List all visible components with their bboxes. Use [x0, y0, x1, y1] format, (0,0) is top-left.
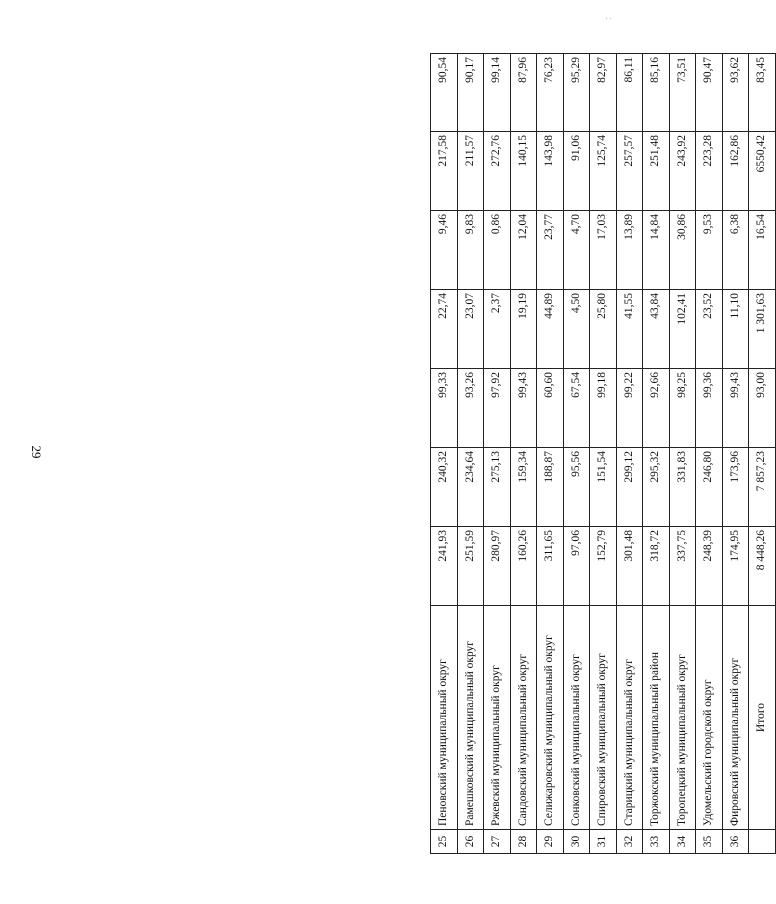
value-cell: 60,60 [537, 369, 564, 448]
total-value-cell: 1 301,63 [749, 290, 776, 369]
table-row [484, 54, 511, 854]
value-cell: 243,92 [669, 132, 696, 211]
value-cell: 234,64 [457, 448, 484, 527]
value-cell: 67,54 [563, 369, 590, 448]
value-cell: 95,29 [563, 54, 590, 132]
value-cell: 99,14 [484, 54, 511, 132]
value-cell: 13,89 [616, 211, 643, 290]
value-cell: 257,57 [616, 132, 643, 211]
row-number-cell: 28 [510, 830, 537, 854]
value-cell: 275,13 [484, 448, 511, 527]
value-cell: 211,57 [457, 132, 484, 211]
row-number-cell: 25 [431, 830, 458, 854]
value-cell: 23,77 [537, 211, 564, 290]
value-cell: 102,41 [669, 290, 696, 369]
total-value-cell: 83,45 [749, 54, 776, 132]
row-number-cell: 30 [563, 830, 590, 854]
table-row [563, 54, 590, 854]
value-cell: 162,86 [722, 132, 749, 211]
table-row [616, 54, 643, 854]
total-value-cell: 16,54 [749, 211, 776, 290]
municipality-name-cell: Сонковский муниципальный округ [563, 606, 590, 830]
value-cell: 82,97 [590, 54, 617, 132]
value-cell: 217,58 [431, 132, 458, 211]
table-row [722, 54, 749, 854]
data-table [430, 53, 776, 854]
row-number-cell: 34 [669, 830, 696, 854]
table-row [431, 54, 458, 854]
municipality-name-cell: Пеновский муниципальный округ [431, 606, 458, 830]
total-value-cell: 93,00 [749, 369, 776, 448]
value-cell: 4,70 [563, 211, 590, 290]
value-cell: 223,28 [696, 132, 723, 211]
row-number-cell: 33 [643, 830, 670, 854]
municipality-name-cell: Сандовский муниципальный округ [510, 606, 537, 830]
value-cell: 295,32 [643, 448, 670, 527]
municipality-name-cell: Старицкий муниципальный округ [616, 606, 643, 830]
value-cell: 151,54 [590, 448, 617, 527]
row-number-cell: 29 [537, 830, 564, 854]
value-cell: 97,92 [484, 369, 511, 448]
rotated-table-container [430, 54, 776, 854]
row-number-cell: 31 [590, 830, 617, 854]
value-cell: 93,26 [457, 369, 484, 448]
value-cell: 251,48 [643, 132, 670, 211]
table-row [457, 54, 484, 854]
value-cell: 99,36 [696, 369, 723, 448]
value-cell: 91,06 [563, 132, 590, 211]
value-cell: 125,74 [590, 132, 617, 211]
value-cell: 99,43 [722, 369, 749, 448]
value-cell: 87,96 [510, 54, 537, 132]
value-cell: 337,75 [669, 527, 696, 606]
value-cell: 90,47 [696, 54, 723, 132]
value-cell: 143,98 [537, 132, 564, 211]
value-cell: 98,25 [669, 369, 696, 448]
table-row [537, 54, 564, 854]
value-cell: 2,37 [484, 290, 511, 369]
value-cell: 30,86 [669, 211, 696, 290]
value-cell: 159,34 [510, 448, 537, 527]
value-cell: 14,84 [643, 211, 670, 290]
value-cell: 152,79 [590, 527, 617, 606]
value-cell: 240,32 [431, 448, 458, 527]
value-cell: 251,59 [457, 527, 484, 606]
table-row [696, 54, 723, 854]
value-cell: 280,97 [484, 527, 511, 606]
row-number-cell: 35 [696, 830, 723, 854]
value-cell: 22,74 [431, 290, 458, 369]
value-cell: 248,39 [696, 527, 723, 606]
value-cell: 9,83 [457, 211, 484, 290]
value-cell: 17,03 [590, 211, 617, 290]
value-cell: 43,84 [643, 290, 670, 369]
total-value-cell: 8 448,26 [749, 527, 776, 606]
total-row [749, 54, 776, 854]
value-cell: 99,18 [590, 369, 617, 448]
value-cell: 311,65 [537, 527, 564, 606]
value-cell: 12,04 [510, 211, 537, 290]
value-cell: 23,07 [457, 290, 484, 369]
value-cell: 90,17 [457, 54, 484, 132]
page-number: 29 [29, 445, 44, 459]
value-cell: 99,22 [616, 369, 643, 448]
value-cell: 41,55 [616, 290, 643, 369]
row-number-cell: 32 [616, 830, 643, 854]
scan-marks [606, 6, 620, 12]
value-cell: 92,66 [643, 369, 670, 448]
value-cell: 19,19 [510, 290, 537, 369]
municipality-name-cell: Спировский муниципальный округ [590, 606, 617, 830]
value-cell: 160,26 [510, 527, 537, 606]
value-cell: 23,52 [696, 290, 723, 369]
value-cell: 140,15 [510, 132, 537, 211]
value-cell: 241,93 [431, 527, 458, 606]
value-cell: 6,38 [722, 211, 749, 290]
total-row-number-cell [749, 830, 776, 854]
table-row [590, 54, 617, 854]
municipality-name-cell: Селижаровский муниципальный округ [537, 606, 564, 830]
row-number-cell: 27 [484, 830, 511, 854]
value-cell: 174,95 [722, 527, 749, 606]
municipality-name-cell: Фировский муниципальный округ [722, 606, 749, 830]
value-cell: 85,16 [643, 54, 670, 132]
value-cell: 99,43 [510, 369, 537, 448]
value-cell: 4,50 [563, 290, 590, 369]
value-cell: 9,53 [696, 211, 723, 290]
value-cell: 9,46 [431, 211, 458, 290]
value-cell: 90,54 [431, 54, 458, 132]
value-cell: 97,06 [563, 527, 590, 606]
total-value-cell: 6550,42 [749, 132, 776, 211]
total-value-cell: 7 857,23 [749, 448, 776, 527]
value-cell: 99,33 [431, 369, 458, 448]
value-cell: 95,56 [563, 448, 590, 527]
value-cell: 299,12 [616, 448, 643, 527]
row-number-cell: 26 [457, 830, 484, 854]
value-cell: 318,72 [643, 527, 670, 606]
value-cell: 173,96 [722, 448, 749, 527]
value-cell: 188,87 [537, 448, 564, 527]
value-cell: 0,86 [484, 211, 511, 290]
value-cell: 246,80 [696, 448, 723, 527]
value-cell: 25,80 [590, 290, 617, 369]
table-row [643, 54, 670, 854]
value-cell: 11,10 [722, 290, 749, 369]
municipality-name-cell: Рамешковский муниципальный округ [457, 606, 484, 830]
table-row [669, 54, 696, 854]
value-cell: 272,76 [484, 132, 511, 211]
value-cell: 73,51 [669, 54, 696, 132]
value-cell: 331,83 [669, 448, 696, 527]
value-cell: 301,48 [616, 527, 643, 606]
value-cell: 93,62 [722, 54, 749, 132]
municipality-name-cell: Торопецкий муниципальный округ [669, 606, 696, 830]
table-row [510, 54, 537, 854]
total-label-cell: Итого [749, 606, 776, 830]
row-number-cell: 36 [722, 830, 749, 854]
value-cell: 44,89 [537, 290, 564, 369]
municipality-name-cell: Удомельский городской округ [696, 606, 723, 830]
municipality-name-cell: Ржевский муниципальный округ [484, 606, 511, 830]
value-cell: 76,23 [537, 54, 564, 132]
value-cell: 86,11 [616, 54, 643, 132]
municipality-name-cell: Торжокский муниципальный район [643, 606, 670, 830]
